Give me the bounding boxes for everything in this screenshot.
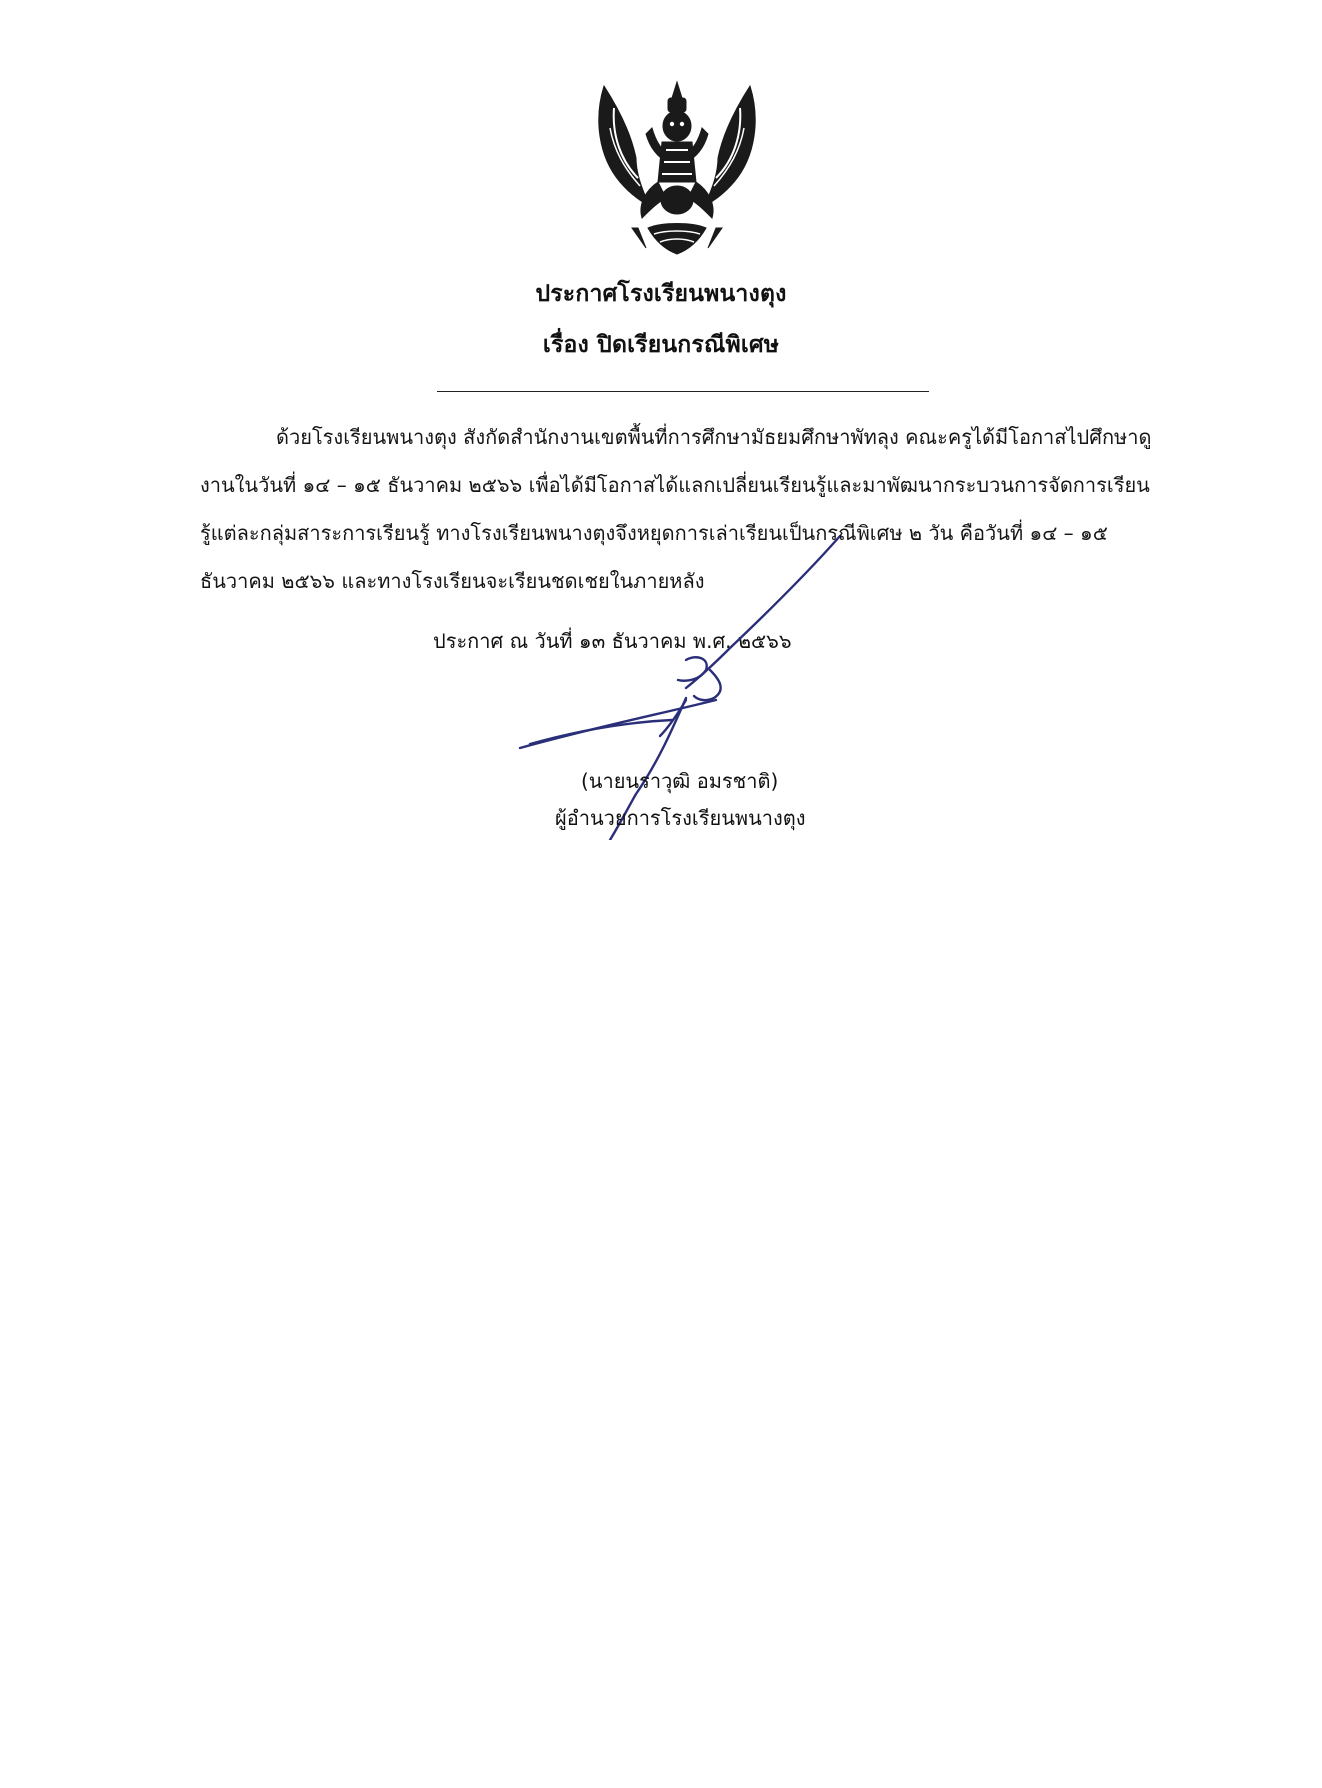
announcement-date: ประกาศ ณ วันที่ ๑๓ ธันวาคม พ.ศ. ๒๕๖๖: [433, 629, 792, 653]
announcement-title: ประกาศโรงเรียนพนางตุง: [535, 281, 787, 307]
announcement-subject: เรื่อง ปิดเรียนกรณีพิเศษ: [542, 332, 780, 358]
signer-position: ผู้อำนวยการโรงเรียนพนางตุง: [555, 806, 806, 830]
title-divider: [437, 391, 929, 392]
garuda-emblem-icon: [592, 78, 762, 263]
announcement-body-text: ด้วยโรงเรียนพนางตุง สังกัดสำนักงานเขตพื้นที่การศึกษามัธยมศึกษาพัทลุง คณะครูได้มีโอกาสไปศึกษาดูงานในวันที่ ๑๔ – ๑๕ ธันวาคม ๒๕๖๖ เพื่อได้มีโอกาสได้แลกเปลี่ยนเรียนรู้และมาพัฒนากระบวนการจัดการเรียนรู้แต่ละกลุ่มสาระการเรียนรู้ ทางโรงเรียนพนางตุงจึงหยุดการเล่าเรียนเป็นกรณีพิเศษ ๒ วัน คือวันที่ ๑๔ – ๑๕ ธันวาคม ๒๕๖๖ และทางโรงเรียนจะเรียนชดเชยในภายหลัง: [200, 425, 1152, 593]
signer-name: (นายนราวุฒิ อมรชาติ): [581, 769, 779, 793]
